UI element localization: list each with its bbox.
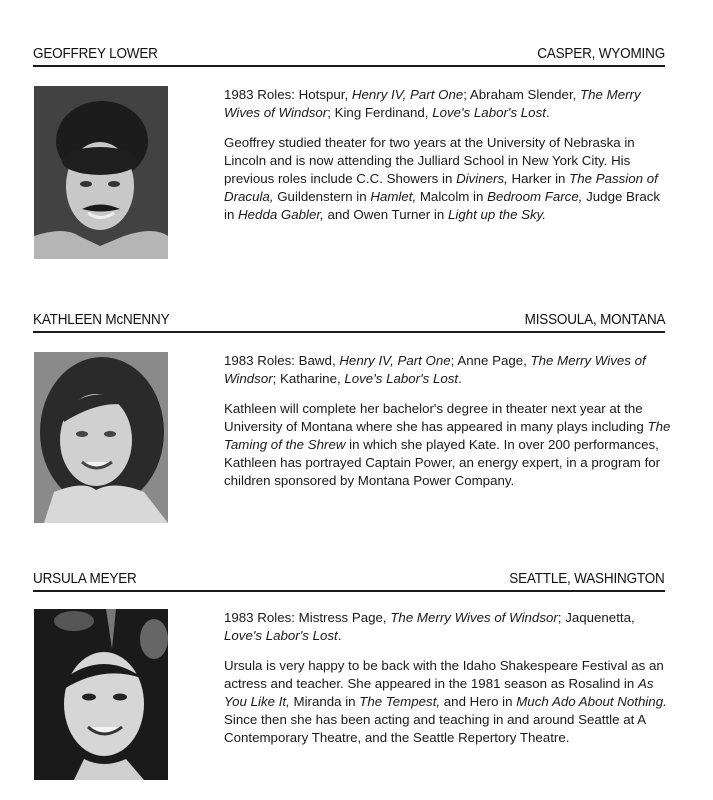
cast-header (33, 41, 665, 67)
play-title: The Passion of Dracula, (224, 171, 658, 204)
play-title: Hamlet, (370, 189, 417, 204)
roles-text: 1983 Roles: Hotspur, Henry IV, Part One; Abraham Slender, The Merry Wives of Windsor; King Ferdinand, Love's Labor's Lost. (224, 87, 641, 120)
cast-photo (34, 609, 168, 780)
bio-text: Judge Brack in (224, 189, 661, 222)
roles-text: 1983 Roles: Mistress Page, The Merry Wives of Windsor; Jaquenetta, Love's Labor's Lost. (224, 610, 635, 643)
bio-text: Guildenstern in (273, 189, 371, 204)
portrait-photo-icon (34, 609, 168, 780)
bio-text: Since then she has been acting and teaching in and around Seattle at A Contemporary Theatre, and the Seattle Repertory Theatre. (224, 712, 646, 745)
bio-text: Geoffrey studied theater for two years at the University of Nebraska in Lincoln and is now attending the Julliard School in New York City. His previous roles include C.C. Showers in (224, 135, 635, 186)
biography-text (224, 134, 674, 224)
cast-hometown: SEATTLE, WASHINGTON (509, 570, 665, 587)
play-title: Light up the Sky. (447, 207, 547, 222)
play-title: Bedroom Farce, (487, 189, 583, 204)
cast-photo (34, 352, 168, 523)
cast-header (33, 566, 665, 592)
cast-name: KATHLEEN McNENNY (33, 311, 170, 328)
play-title: The Taming of the Shrew (224, 419, 671, 452)
bio-text: and Owen Turner in (323, 207, 448, 222)
portrait-photo-icon (34, 352, 168, 523)
cast-header (33, 307, 665, 333)
play-title: As You Like It, (224, 676, 654, 709)
bio-text: Ursula is very happy to be back with the Idaho Shakespeare Festival as an actress and teacher. She appeared in the 1981 season as Rosalind in (224, 658, 664, 691)
cast-name: GEOFFREY LOWER (33, 45, 158, 62)
cast-bio (224, 352, 674, 490)
cast-photo (34, 86, 168, 259)
cast-name: URSULA MEYER (33, 570, 137, 587)
biography-text (224, 657, 674, 747)
bio-text: Miranda in (289, 694, 360, 709)
play-title: Diviners, (456, 171, 508, 186)
play-title: Hedda Gabler, (238, 207, 324, 222)
roles-text: 1983 Roles: Bawd, Henry IV, Part One; Anne Page, The Merry Wives of Windsor; Katharine, Love's Labor's Lost. (224, 353, 646, 386)
biography-text (224, 400, 674, 490)
cast-hometown: MISSOULA, MONTANA (524, 311, 665, 328)
play-title: Much Ado About Nothing. (516, 694, 667, 709)
cast-hometown: CASPER, WYOMING (537, 45, 665, 62)
bio-text: in which she played Kate. In over 200 performances, Kathleen has portrayed Captain Power, an energy expert, in a program for children sponsored by Montana Power Company. (224, 437, 661, 488)
bio-text: Kathleen will complete her bachelor's degree in theater next year at the University of Montana where she has appeared in many plays including (224, 401, 648, 434)
bio-text: Malcolm in (416, 189, 488, 204)
bio-text: and Hero in (440, 694, 517, 709)
cast-bio (224, 609, 674, 747)
bio-text: Harker in (507, 171, 570, 186)
portrait-photo-icon (34, 86, 168, 259)
play-title: The Tempest, (359, 694, 441, 709)
cast-bio (224, 86, 674, 224)
